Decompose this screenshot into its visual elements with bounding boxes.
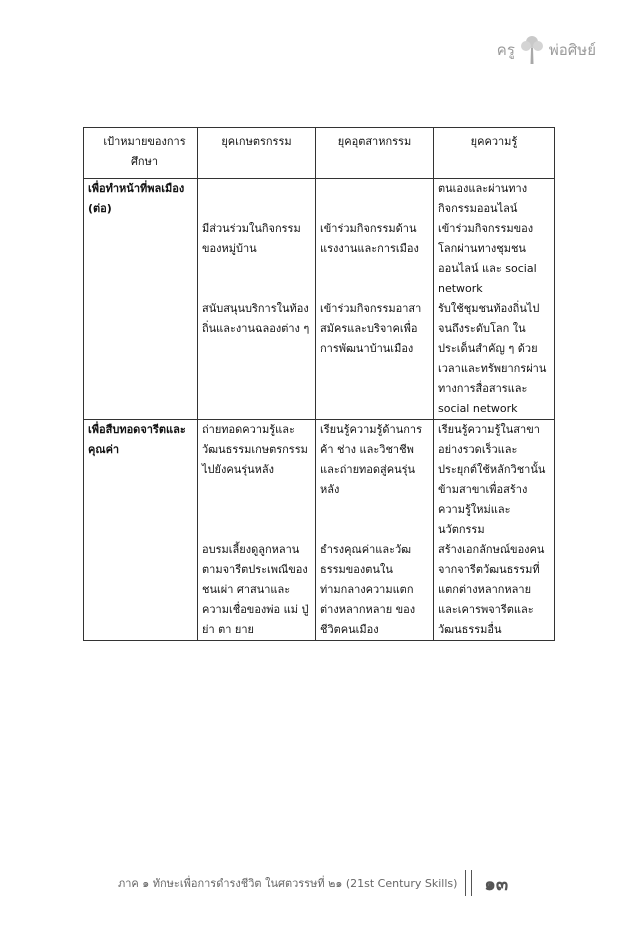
table-row bbox=[84, 420, 555, 541]
footer-text: ภาค ๑ ทักษะเพื่อการดำรงชีวิต ในศตวรรษที่ ๒๑ (21st Century Skills) bbox=[118, 877, 458, 890]
table-cell: เรียนรู้ความรู้ในสาขาอย่างรวดเร็วและประยุกต์ใช้หลักวิชานั้นข้ามสาขาเพื่อสร้างความรู้ใหม่และนวัตกรรม bbox=[434, 420, 555, 541]
table-cell: ธำรงคุณค่าและวัฒธรรมของตนในท่ามกลางความแตกต่างหลากหลาย ของชีวิตคนเมือง bbox=[316, 540, 434, 641]
table-cell bbox=[84, 540, 198, 641]
table-cell bbox=[316, 179, 434, 220]
table-cell: ถ่ายทอดความรู้และวัฒนธรรมเกษตรกรรมไปยังคนรุ่นหลัง bbox=[198, 420, 316, 541]
table-row bbox=[84, 219, 555, 299]
table-cell: สร้างเอกลักษณ์ของคนจากจารีตวัฒนธรรมที่แตกต่างหลากหลาย และเคารพจารีตและวัฒนธรรมอื่น bbox=[434, 540, 555, 641]
column-header-goal: เป้าหมายของการศึกษา bbox=[84, 128, 198, 179]
table-cell: เข้าร่วมกิจกรรมอาสาสมัครและบริจาคเพื่อการพัฒนาบ้านเมือง bbox=[316, 299, 434, 420]
table-row bbox=[84, 179, 555, 220]
table-cell: เข้าร่วมกิจกรรมด้านแรงงานและการเมือง bbox=[316, 219, 434, 299]
table-cell bbox=[198, 179, 316, 220]
table-cell: เข้าร่วมกิจกรรมของโลกผ่านทางชุมชนออนไลน์ และ social network bbox=[434, 219, 555, 299]
column-header-agricultural: ยุคเกษตรกรรม bbox=[198, 128, 316, 179]
goal-cell: เพื่อสืบทอดจารีตและคุณค่า bbox=[84, 420, 198, 541]
table-cell: มีส่วนร่วมในกิจกรรมของหมู่บ้าน bbox=[198, 219, 316, 299]
table-cell bbox=[84, 219, 198, 299]
tree-icon bbox=[518, 34, 546, 66]
table-cell: เรียนรู้ความรู้ด้านการค้า ช่าง และวิชาชีพ และถ่ายทอดสู่คนรุ่นหลัง bbox=[316, 420, 434, 541]
brand-logo bbox=[497, 34, 596, 66]
column-header-knowledge: ยุคความรู้ bbox=[434, 128, 555, 179]
brand-text-right: พ่อศิษย์ bbox=[548, 41, 596, 59]
table-cell bbox=[84, 299, 198, 420]
table-row bbox=[84, 540, 555, 641]
table-cell: อบรมเลี้ยงดูลูกหลานตามจารีตประเพณีของชนเผ่า ศาสนาและความเชื่อของพ่อ แม่ ปู่ ย่า ตา ยาย bbox=[198, 540, 316, 641]
table-cell: สนับสนุนบริการในท้องถิ่นและงานฉลองต่าง ๆ bbox=[198, 299, 316, 420]
education-goals-table bbox=[83, 127, 555, 641]
brand-text-left: ครู bbox=[496, 41, 515, 59]
page-footer bbox=[118, 870, 596, 896]
footer-divider bbox=[465, 870, 472, 896]
table-row bbox=[84, 299, 555, 420]
column-header-industrial: ยุคอุตสาหกรรม bbox=[316, 128, 434, 179]
goal-cell: เพื่อทำหน้าที่พลเมือง (ต่อ) bbox=[84, 179, 198, 220]
table-cell: ตนเองและผ่านทางกิจกรรมออนไลน์ bbox=[434, 179, 555, 220]
table-header-row bbox=[84, 128, 555, 179]
page-number: ๑๓ bbox=[484, 873, 509, 895]
table-cell: รับใช้ชุมชนท้องถิ่นไปจนถึงระดับโลก ในประเด็นสำคัญ ๆ ด้วยเวลาและทรัพยากรผ่านทางการสื่อสารและ social network bbox=[434, 299, 555, 420]
